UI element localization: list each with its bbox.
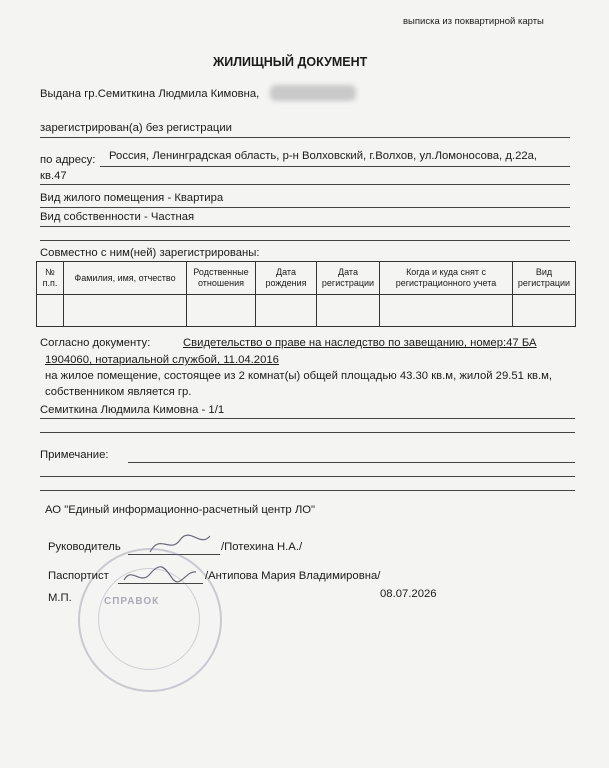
stamp-text: СПРАВОК [104,596,160,607]
divider [40,137,570,138]
ownership-type: Вид собственности - Частная [40,211,195,223]
header-name: Фамилия, имя, отчество [64,262,187,295]
divider [40,184,570,185]
document-line-1: Свидетельство о праве на наследство по завещанию, номер:47 БА [183,337,537,349]
passport-signature [120,560,200,590]
header-reg-date: Дата регистрации [317,262,380,295]
jointly-registered: Совместно с ним(ней) зарегистрированы: [40,247,260,259]
owner-name: Семиткина Людмила Кимовна - 1/1 [40,404,225,416]
address-label: по адресу: [40,154,96,166]
organization: АО "Единый информационно-расчетный центр ЛО" [45,504,316,516]
document-line-2: 1904060, нотариальной службой, 11.04.2016 [45,354,279,366]
registration-status: зарегистрирован(а) без регистрации [40,122,232,134]
divider [100,166,570,167]
divider [40,432,575,433]
divider [40,240,570,241]
divider [128,462,575,463]
residents-table [36,261,576,327]
header-reg-type: Вид регистрации [513,262,576,295]
divider [40,418,575,419]
document-label: Согласно документу: [40,337,151,349]
header-deregistration: Когда и куда снят с регистрационного учета [380,262,513,295]
header-birth-date: Дата рождения [256,262,317,295]
table-header-row [37,262,576,295]
passport-name: /Антипова Мария Владимировна/ [205,570,381,582]
header-number: № п.п. [37,262,64,295]
address-line-1: Россия, Ленинградская область, р-н Волховский, г.Волхов, ул.Ломоносова, д.22а, [109,150,538,162]
document-date: 08.07.2026 [380,588,437,600]
divider [40,226,570,227]
table-row [37,295,576,327]
header-note: выписка из поквартирной карты [403,16,544,27]
passport-label: Паспортист [48,570,109,582]
divider [40,476,575,477]
head-label: Руководитель [48,541,121,553]
area-text: на жилое помещение, состоящее из 2 комнат(ы) общей площадью 43.30 кв.м, жилой 29.51 кв.м, [45,370,553,382]
document-title: ЖИЛИЩНЫЙ ДОКУМЕНТ [213,55,368,69]
issued-to: Выдана гр.Семиткина Людмила Кимовна, [40,88,260,100]
divider [40,207,570,208]
seal-label: М.П. [48,592,72,604]
redacted-area [270,85,356,101]
address-line-2: кв.47 [40,170,67,182]
head-name: /Потехина Н.А./ [221,541,303,553]
owner-text: собственником является гр. [45,386,192,398]
note-label: Примечание: [40,449,109,461]
header-relation: Родственные отношения [187,262,256,295]
divider [40,490,575,491]
premises-type: Вид жилого помещения - Квартира [40,192,224,204]
